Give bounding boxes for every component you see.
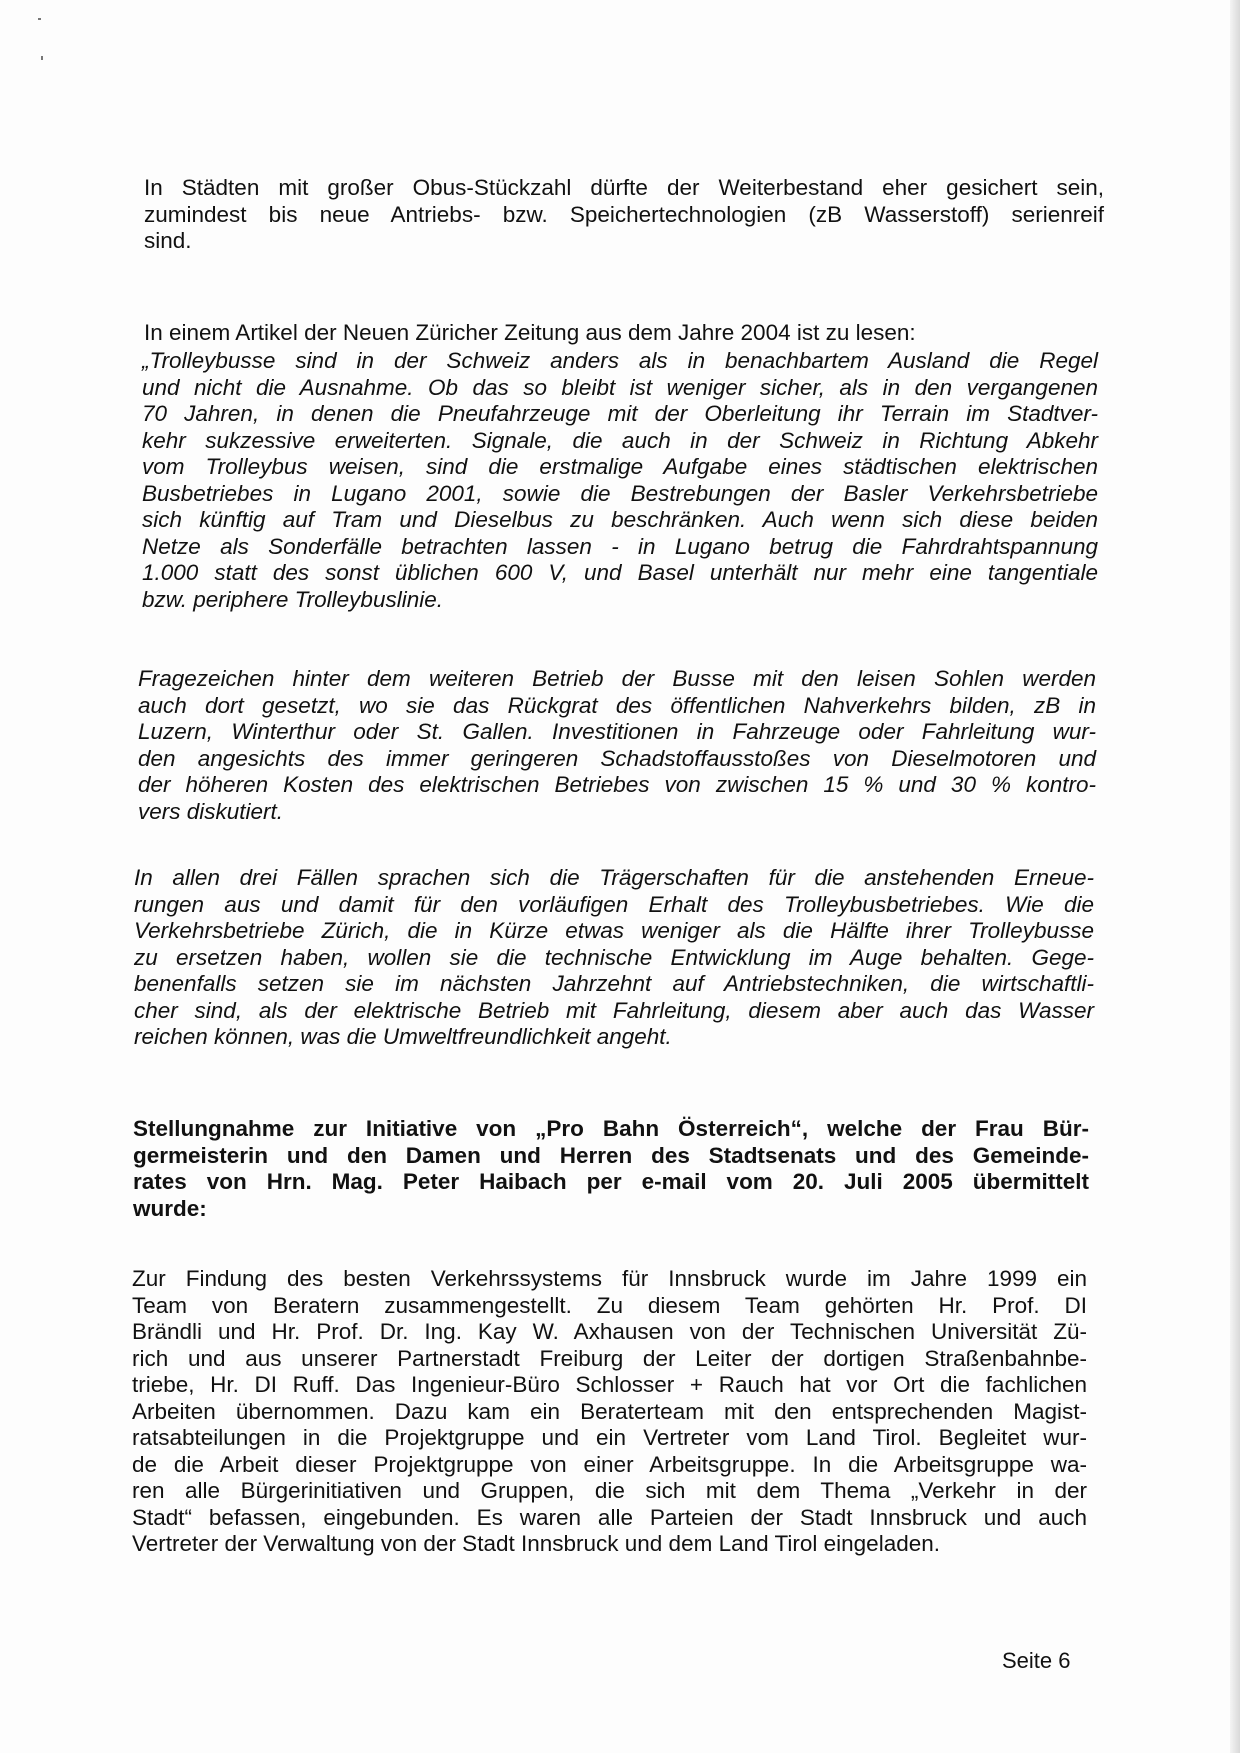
text-line: rungen aus und damit für den vorläufigen Erhalt des Trolleybusbetriebes. Wie die bbox=[134, 891, 1094, 917]
text-line: Fragezeichen hinter dem weiteren Betrieb der Busse mit den leisen Sohlen werden bbox=[138, 666, 1096, 691]
text-line: Luzern, Winterthur oder St. Gallen. Investitionen in Fahrzeuge oder Fahrleitung wur- bbox=[138, 719, 1096, 744]
paragraph-question-marks bbox=[138, 666, 1096, 825]
text-line: der höheren Kosten des elektrischen Betriebes von zwischen 15 % und 30 % kontro- bbox=[138, 772, 1096, 797]
heading-line: wurde: bbox=[133, 1195, 207, 1221]
text-line: auch dort gesetzt, wo sie das Rückgrat des öffentlichen Nahverkehrs bilden, zB in bbox=[138, 692, 1096, 718]
text-line: triebe, Hr. DI Ruff. Das Ingenieur-Büro Schlosser + Rauch hat vor Ort die fachlichen bbox=[132, 1372, 1087, 1397]
text-line: sind. bbox=[144, 228, 192, 253]
text-line: rich und aus unserer Partnerstadt Freiburg der Leiter der dortigen Straßenbahnbe- bbox=[132, 1345, 1087, 1371]
text-line: Stadt“ befassen, eingebunden. Es waren alle Parteien der Stadt Innsbruck und auch bbox=[132, 1504, 1087, 1530]
text-line: Busbetriebes in Lugano 2001, sowie die Bestrebungen der Basler Verkehrsbetriebe bbox=[142, 480, 1098, 506]
text-line: In allen drei Fällen sprachen sich die Trägerschaften für die anstehenden Erneue- bbox=[134, 865, 1094, 890]
page-number: Seite 6 bbox=[1002, 1648, 1071, 1673]
text-line: Brändli und Hr. Prof. Dr. Ing. Kay W. Axhausen von der Technischen Universität Zü- bbox=[132, 1319, 1087, 1344]
scan-speck bbox=[38, 18, 41, 20]
text-line: vers diskutiert. bbox=[138, 798, 284, 824]
scan-speck bbox=[41, 56, 43, 60]
paragraph-obus-outlook bbox=[144, 175, 1104, 255]
text-line: kehr sukzessive erweiterten. Signale, die auch in der Schweiz in Richtung Abkehr bbox=[142, 427, 1098, 453]
text-line: den angesichts des immer geringeren Schadstoffausstoßes von Dieselmotoren und bbox=[138, 745, 1096, 771]
paragraph-innsbruck-team bbox=[132, 1266, 1087, 1558]
paragraph-nzz-article bbox=[144, 320, 1099, 347]
heading-line: Stellungnahme zur Initiative von „Pro Bahn Österreich“, welche der Frau Bür- bbox=[133, 1116, 1089, 1141]
text-line: 1.000 statt des sonst üblichen 600 V, und Basel unterhält nur mehr eine tangentiale bbox=[142, 560, 1098, 585]
text-line: ren alle Bürgerinitiativen und Gruppen, die sich mit dem Thema „Verkehr in der bbox=[132, 1478, 1087, 1503]
text-line: cher sind, als der elektrische Betrieb mit Fahrleitung, diesem aber auch das Wasser bbox=[134, 997, 1094, 1023]
text-line: Vertreter der Verwaltung von der Stadt Innsbruck und dem Land Tirol eingeladen. bbox=[132, 1531, 941, 1556]
text-line: zu ersetzen haben, wollen sie die technische Entwicklung im Auge behalten. Gege- bbox=[134, 944, 1094, 970]
text-line: Team von Beratern zusammengestellt. Zu diesem Team gehörten Hr. Prof. DI bbox=[132, 1292, 1087, 1318]
text-line: Zur Findung des besten Verkehrssystems für Innsbruck wurde im Jahre 1999 ein bbox=[132, 1266, 1087, 1291]
text-line: In einem Artikel der Neuen Züricher Zeitung aus dem Jahre 2004 ist zu lesen: bbox=[144, 320, 916, 345]
section-heading bbox=[133, 1116, 1089, 1222]
heading-line: germeisterin und den Damen und Herren des Stadtsenats und des Gemeinde- bbox=[133, 1142, 1089, 1168]
heading-line: rates von Hrn. Mag. Peter Haibach per e-mail vom 20. Juli 2005 übermittelt bbox=[133, 1169, 1089, 1194]
paragraph-three-cases bbox=[134, 865, 1094, 1051]
text-line: In Städten mit großer Obus-Stückzahl dürfte der Weiterbestand eher gesichert sein, bbox=[144, 175, 1104, 200]
text-line: ratsabteilungen in die Projektgruppe und ein Vertreter vom Land Tirol. Begleitet wur- bbox=[132, 1425, 1087, 1450]
text-line: reichen können, was die Umweltfreundlichkeit angeht. bbox=[134, 1024, 672, 1049]
paragraph-nzz-quote bbox=[142, 348, 1098, 613]
text-line: vom Trolleybus weisen, sind die erstmalige Aufgabe eines städtischen elektrischen bbox=[142, 454, 1098, 479]
text-line: zumindest bis neue Antriebs- bzw. Speichertechnologien (zB Wasserstoff) serienreif bbox=[144, 201, 1104, 227]
text-line: sich künftig auf Tram und Dieselbus zu beschränken. Auch wenn sich diese beiden bbox=[142, 507, 1098, 532]
text-line: de die Arbeit dieser Projektgruppe von einer Arbeitsgruppe. In die Arbeitsgruppe wa- bbox=[132, 1451, 1087, 1477]
text-line: benenfalls setzen sie im nächsten Jahrzehnt auf Antriebstechniken, die wirtschaftli- bbox=[134, 971, 1094, 996]
text-line: bzw. periphere Trolleybuslinie. bbox=[142, 586, 443, 612]
text-line: und nicht die Ausnahme. Ob das so bleibt ist weniger sicher, als in den vergangenen bbox=[142, 374, 1098, 400]
text-line: Arbeiten übernommen. Dazu kam ein Beraterteam mit den entsprechenden Magist- bbox=[132, 1398, 1087, 1424]
text-line: Verkehrsbetriebe Zürich, die in Kürze etwas weniger als die Hälfte ihrer Trolleybusse bbox=[134, 918, 1094, 943]
text-line: 70 Jahren, in denen die Pneufahrzeuge mit der Oberleitung ihr Terrain im Stadtver- bbox=[142, 401, 1098, 426]
text-line: „Trolleybusse sind in der Schweiz anders als in benachbartem Ausland die Regel bbox=[142, 348, 1098, 373]
scan-edge bbox=[1230, 0, 1240, 1753]
text-line: Netze als Sonderfälle betrachten lassen - in Lugano betrug die Fahrdrahtspannung bbox=[142, 533, 1098, 559]
